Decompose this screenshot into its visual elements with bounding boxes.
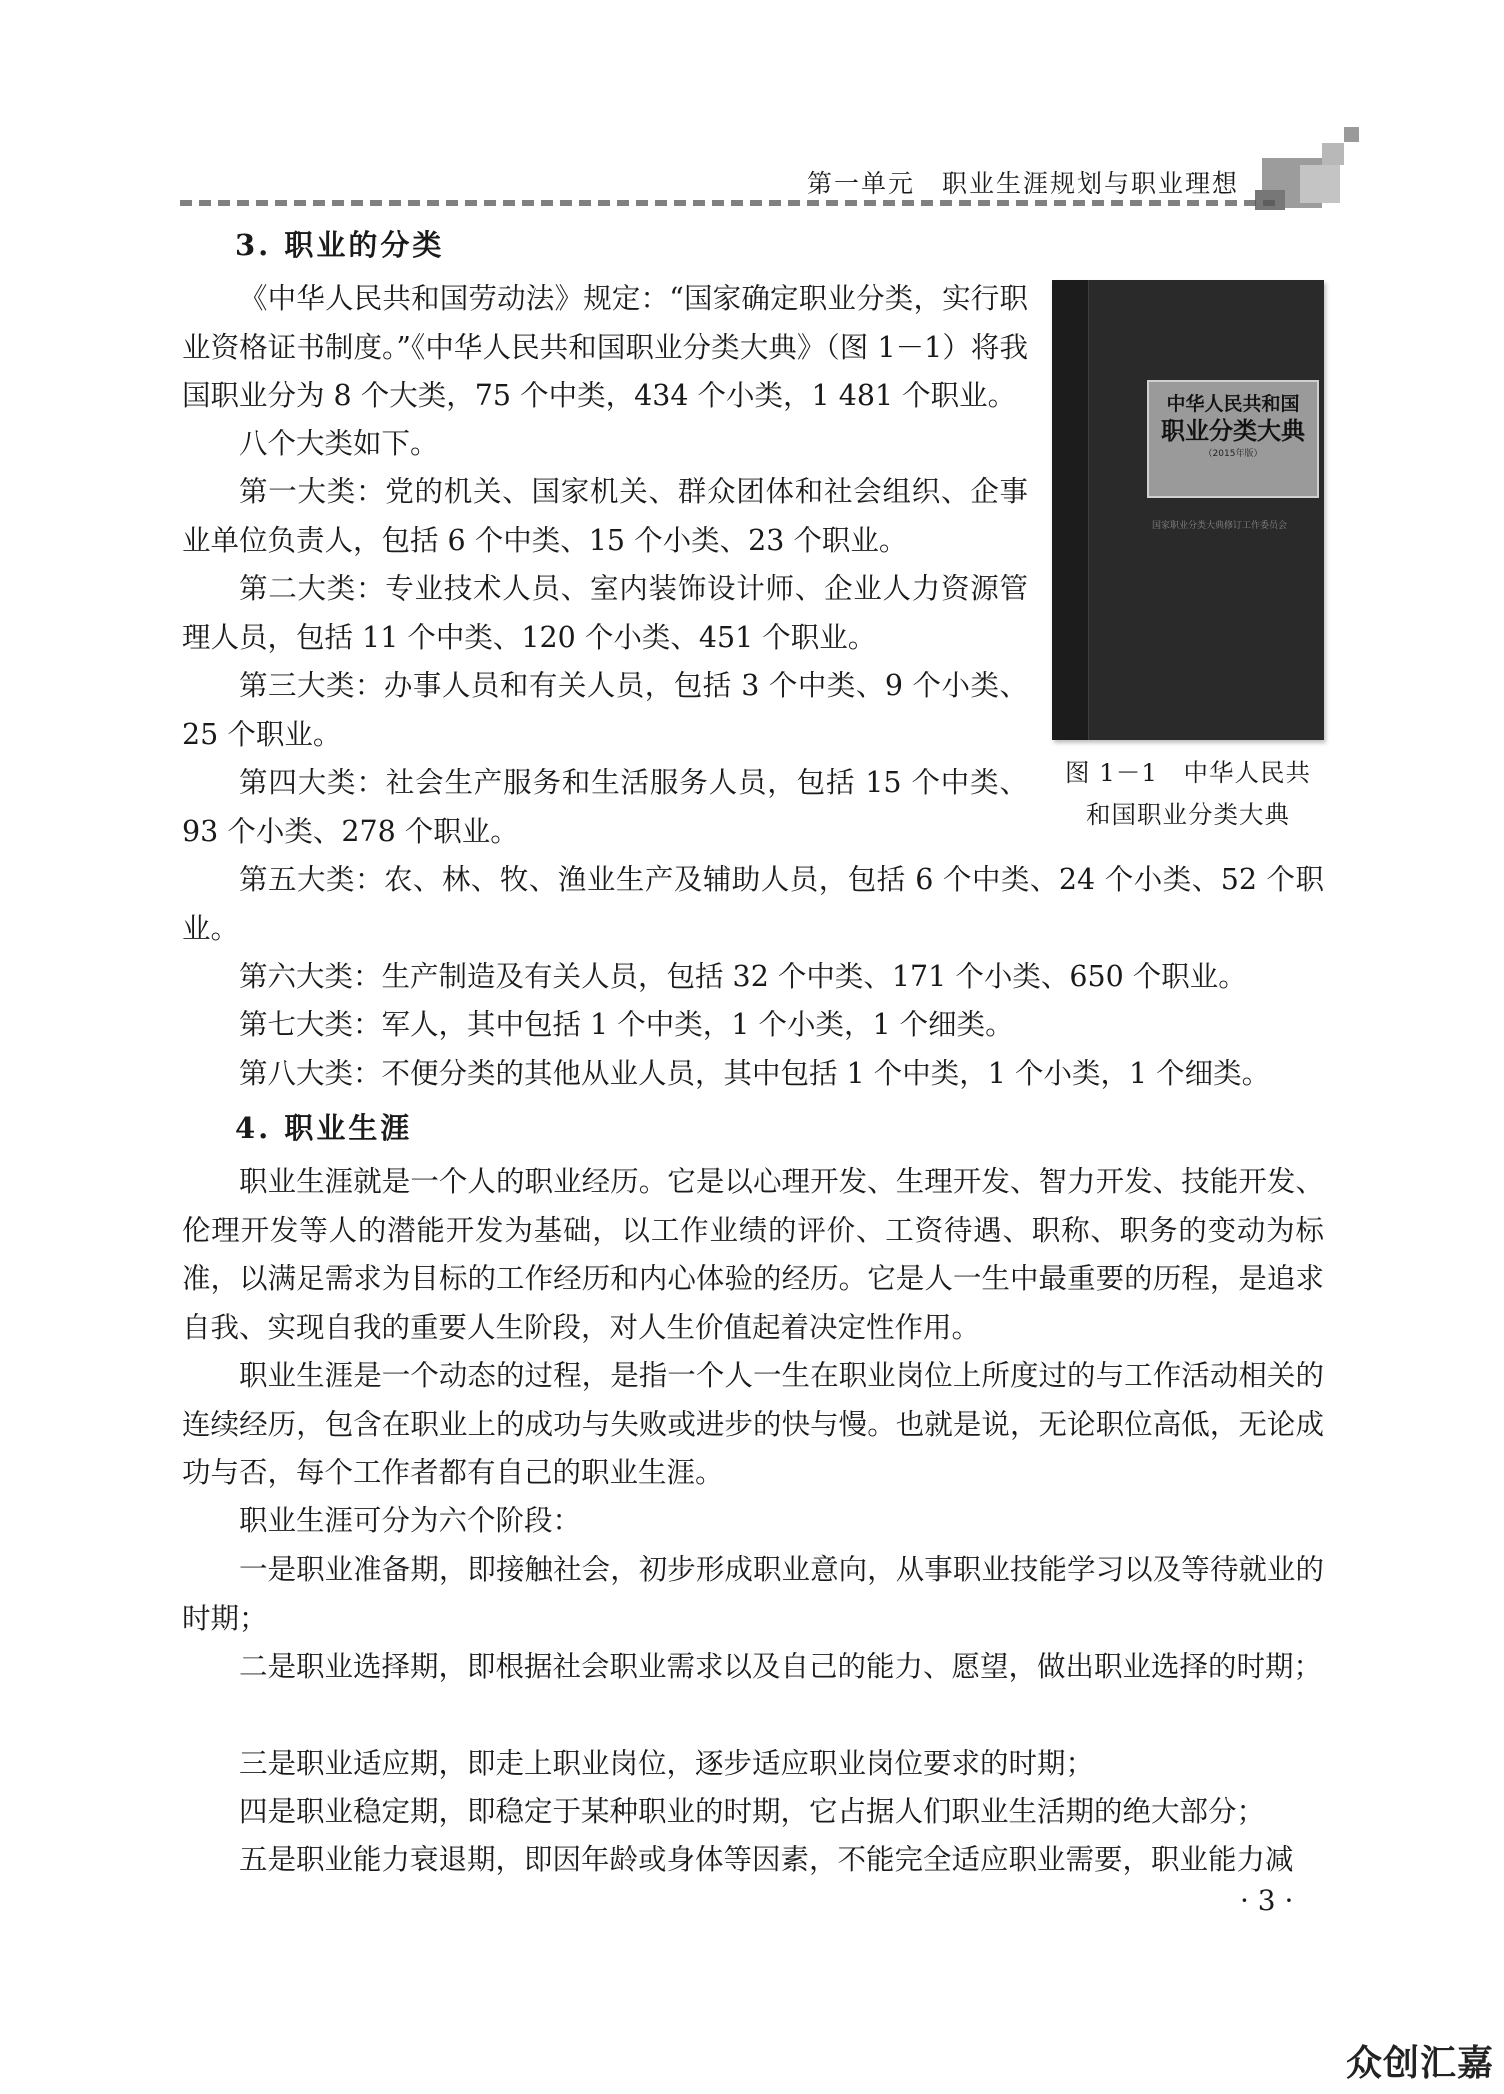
paragraph: 三是职业适应期，即走上职业岗位，逐步适应职业岗位要求的时期； xyxy=(239,1747,1095,1780)
figure-caption xyxy=(1040,752,1336,836)
paragraph: 职业生涯是一个动态的过程，是指一个人一生在职业岗位上所度过的与工作活动相关的连续经历，包含在职业上的成功与失败或进步的快与慢。也就是说，无论职位高低，无论成功与否，每个工作者都有自己的职业生涯。 xyxy=(182,1359,1324,1489)
header-decoration xyxy=(1322,143,1344,165)
section-heading: 3. 职业的分类 xyxy=(235,228,445,262)
book-title: 职业分类大典 xyxy=(1161,417,1305,445)
watermark-logo: 众创汇嘉 xyxy=(1345,2043,1494,2084)
paragraph: 第七大类：军人，其中包括 1 个中类，1 个小类，1 个细类。 xyxy=(239,1008,1014,1041)
book-edition: （2015年版） xyxy=(1203,449,1263,459)
paragraph: 职业生涯可分为六个阶段： xyxy=(239,1504,582,1537)
paragraph: 八个大类如下。 xyxy=(239,427,439,460)
paragraph: 二是职业选择期，即根据社会职业需求以及自己的能力、愿望，做出职业选择的时期； xyxy=(239,1650,1323,1683)
header-decoration xyxy=(1300,165,1340,203)
paragraph: 第三大类：办事人员和有关人员，包括 3 个中类、9 个小类、25 个职业。 xyxy=(182,669,1028,751)
caption-line: 和国职业分类大典 xyxy=(1086,800,1290,829)
paragraph: 《中华人民共和国劳动法》规定：“国家确定职业分类，实行职业资格证书制度。”《中华人民共和国职业分类大典》（图 1－1）将我国职业分为 8 个大类，75 个中类，434 个小类，1 481 个职业。 xyxy=(182,282,1028,412)
section-heading: 4. 职业生涯 xyxy=(235,1111,413,1145)
header-rule xyxy=(180,200,1280,206)
paragraph: 第二大类：专业技术人员、室内装饰设计师、企业人力资源管理人员，包括 11 个中类、120 个小类、451 个职业。 xyxy=(182,572,1028,654)
paragraph: 第四大类：社会生产服务和生活服务人员，包括 15 个中类、93 个小类、278 个职业。 xyxy=(182,766,1028,848)
header-decoration xyxy=(1344,127,1359,142)
book-label xyxy=(1147,380,1319,498)
book-title: 中华人民共和国 xyxy=(1166,393,1300,415)
paragraph: 职业生涯就是一个人的职业经历。它是以心理开发、生理开发、智力开发、技能开发、伦理开发等人的潜能开发为基础，以工作业绩的评价、工资待遇、职称、职务的变动为标准，以满足需求为目标的工作经历和内心体验的经历。它是人一生中最重要的历程，是追求自我、实现自我的重要人生阶段，对人生价值起着决定性作用。 xyxy=(182,1165,1324,1344)
paragraph: 五是职业能力衰退期，即因年龄或身体等因素，不能完全适应职业需要，职业能力减 xyxy=(239,1843,1294,1876)
book-spine xyxy=(1052,280,1089,740)
caption-line: 图 1－1 中华人民共 xyxy=(1065,758,1311,787)
book-publisher: 国家职业分类大典修订工作委员会 xyxy=(1152,521,1288,531)
paragraph: 一是职业准备期，即接触社会，初步形成职业意向，从事职业技能学习以及等待就业的时期； xyxy=(182,1553,1324,1635)
running-header: 第一单元 职业生涯规划与职业理想 xyxy=(806,169,1239,198)
paragraph: 四是职业稳定期，即稳定于某种职业的时期，它占据人们职业生活期的绝大部分； xyxy=(239,1795,1266,1828)
paragraph: 第六大类：生产制造及有关人员，包括 32 个中类、171 个小类、650 个职业。 xyxy=(239,960,1247,993)
page-number: · 3 · xyxy=(1240,1884,1294,1917)
book-cover-image xyxy=(1052,280,1324,740)
paragraph: 第八大类：不便分类的其他从业人员，其中包括 1 个中类，1 个小类，1 个细类。 xyxy=(239,1057,1271,1090)
paragraph: 第一大类：党的机关、国家机关、群众团体和社会组织、企事业单位负责人，包括 6 个中类、15 个小类、23 个职业。 xyxy=(182,475,1028,557)
paragraph: 第五大类：农、林、牧、渔业生产及辅助人员，包括 6 个中类、24 个小类、52 个职业。 xyxy=(182,863,1324,945)
